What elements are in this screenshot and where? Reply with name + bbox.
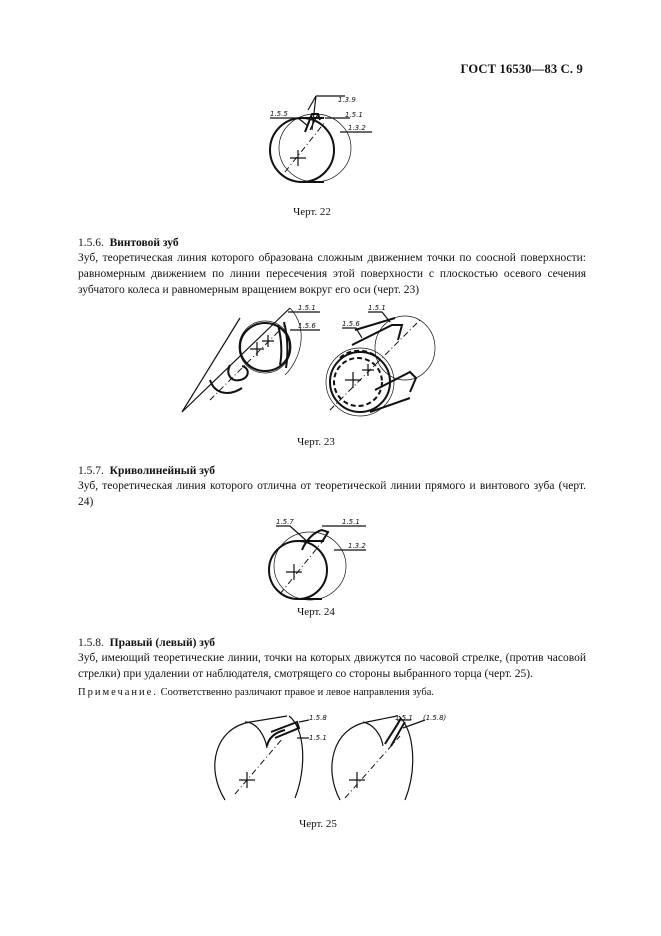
figure-23 (170, 300, 460, 430)
fig25-left-label-2: 1.5.1 (309, 734, 327, 742)
fig23-right-label-1: 1.5.1 (368, 304, 386, 312)
section-1-5-7-text: Зуб, теоретическая линия которого отлична от теоретической линии прямого и винтового зуба (черт. 24) (78, 480, 586, 508)
section-1-5-6-text: Зуб, теоретическая линия которого образована сложным движением точки по соосной поверхности: равномерным движением по линии пересечения этой поверхности с плоскостью осевого сечения зубчатого колеса и равномерным вращением вокруг его оси (черт. 23) (78, 252, 586, 296)
section-title-text: Криволинейный зуб (109, 465, 215, 477)
fig24-label-2: 1.5.1 (342, 518, 360, 526)
fig24-label-1: 1.5.7 (276, 518, 294, 526)
fig22-caption: Черт. 22 (293, 206, 331, 218)
figure-22 (250, 92, 370, 192)
fig25-left-drawing (215, 716, 309, 800)
page-header: ГОСТ 16530—83 С. 9 (460, 62, 583, 76)
figure-25 (205, 708, 455, 808)
note-label: Примечание. (78, 687, 158, 698)
fig25-left-label-1: 1.5.8 (309, 714, 327, 722)
fig22-label-1: 1.5.5 (270, 110, 288, 118)
fig24-label-3: 1.3.2 (348, 542, 366, 550)
section-title-text: Винтовой зуб (109, 237, 179, 249)
fig25-right-label-2: (1.5.8) (423, 714, 447, 722)
section-1-5-6-title (78, 237, 179, 249)
fig24-caption: Черт. 24 (297, 606, 335, 618)
fig22-drawing (270, 96, 372, 182)
fig25-right-drawing (332, 716, 425, 800)
section-number: 1.5.7. (78, 465, 104, 477)
section-title-text: Правый (левый) зуб (109, 637, 216, 649)
section-1-5-8-title (78, 637, 215, 649)
fig22-label-4: 1.3.2 (348, 124, 366, 132)
note (78, 687, 586, 698)
fig23-left-label-1: 1.5.1 (298, 304, 316, 312)
figure-24 (262, 514, 382, 604)
fig23-right-label-2: 1.5.6 (342, 320, 360, 328)
section-number: 1.5.6. (78, 237, 104, 249)
fig25-right-label-1: 1.5.1 (395, 714, 413, 722)
fig23-left-label-2: 1.5.6 (298, 322, 316, 330)
fig22-label-3: 1.5.1 (345, 111, 363, 119)
fig25-caption: Черт. 25 (299, 818, 337, 830)
fig22-label-2: 1.3.9 (338, 96, 356, 104)
fig23-caption: Черт. 23 (297, 436, 335, 448)
section-1-5-7-title (78, 465, 215, 477)
fig24-drawing (269, 526, 366, 600)
section-1-5-8-text: Зуб, имеющий теоретические линии, точки на которых движутся по часовой стрелке, (против часовой стрелки) при удалении от наблюдателя, смотрящего со стороны выбранного торца (черт. 25). (78, 652, 586, 680)
section-number: 1.5.8. (78, 637, 104, 649)
note-text: Соответственно различают правое и левое направления зуба. (160, 687, 435, 698)
